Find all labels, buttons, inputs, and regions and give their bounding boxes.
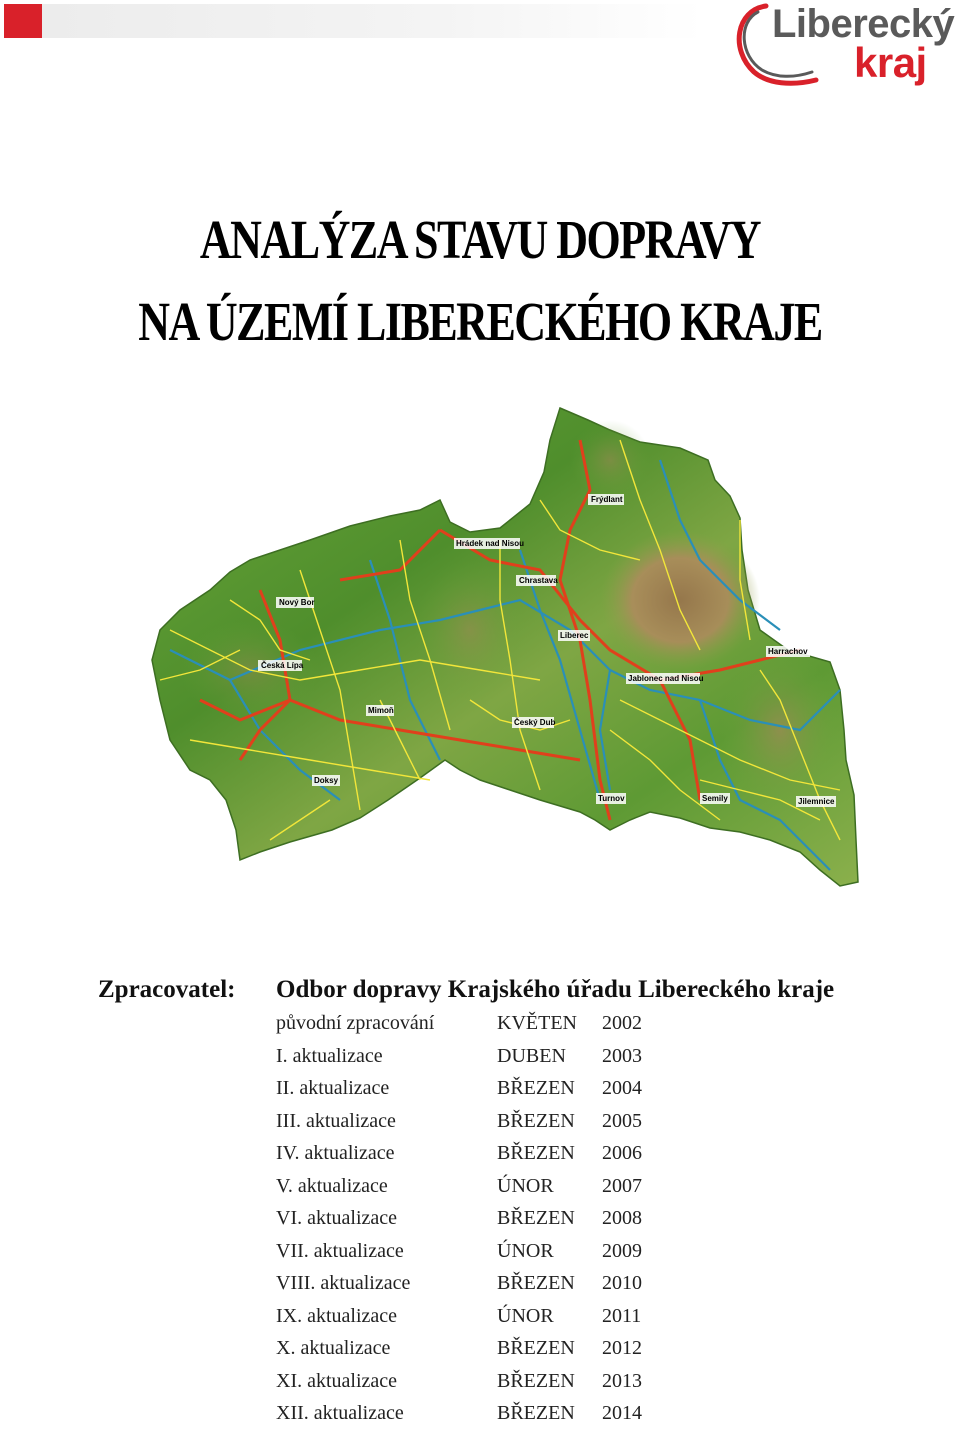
city-label-mimon: Mimoň xyxy=(368,706,394,715)
revision-edition: I. aktualizace xyxy=(276,1044,383,1067)
city-label-chrastava: Chrastava xyxy=(519,576,558,585)
revision-year: 2012 xyxy=(602,1337,642,1359)
revision-year: 2013 xyxy=(602,1369,642,1392)
liberecky-kraj-logo xyxy=(728,0,960,88)
logo-text-kraj: kraj xyxy=(854,39,927,86)
revision-year: 2010 xyxy=(602,1272,642,1294)
revision-edition: VIII. aktualizace xyxy=(276,1272,411,1294)
revision-year: 2009 xyxy=(602,1239,642,1262)
document-title-line1: ANALÝZA STAVU DOPRAVY xyxy=(199,209,761,271)
revision-month: ÚNOR xyxy=(497,1174,554,1197)
revision-month: BŘEZEN xyxy=(497,1109,575,1132)
revision-year: 2005 xyxy=(602,1109,642,1132)
revision-edition: III. aktualizace xyxy=(276,1109,396,1132)
city-label-jablonec: Jablonec nad Nisou xyxy=(628,674,704,683)
revision-edition: XI. aktualizace xyxy=(276,1369,398,1392)
city-label-semily: Semily xyxy=(702,794,728,803)
revision-edition: IX. aktualizace xyxy=(276,1304,398,1327)
revision-month: BŘEZEN xyxy=(497,1402,575,1424)
revision-edition: původní zpracování xyxy=(276,1012,435,1034)
revision-edition: IV. aktualizace xyxy=(276,1142,395,1164)
document-title-line2: NA ÚZEMÍ LIBERECKÉHO KRAJE xyxy=(138,291,822,353)
revision-edition: VI. aktualizace xyxy=(276,1207,398,1229)
revision-year: 2004 xyxy=(602,1077,642,1099)
revision-month: ÚNOR xyxy=(497,1239,554,1262)
revision-year: 2002 xyxy=(602,1012,642,1034)
revision-edition: II. aktualizace xyxy=(276,1077,390,1099)
city-label-hradek: Hrádek nad Nisou xyxy=(456,539,525,548)
revision-month: BŘEZEN xyxy=(497,1142,575,1164)
revision-month: BŘEZEN xyxy=(497,1272,575,1294)
revision-year: 2008 xyxy=(602,1207,642,1229)
revision-year: 2006 xyxy=(602,1142,642,1164)
revision-year: 2014 xyxy=(602,1402,642,1424)
revision-edition: V. aktualizace xyxy=(276,1174,388,1197)
header-gray-band xyxy=(42,4,704,38)
revision-year: 2011 xyxy=(602,1304,642,1327)
revision-year: 2003 xyxy=(602,1044,642,1067)
revision-year: 2007 xyxy=(602,1174,642,1197)
revision-month: BŘEZEN xyxy=(497,1207,575,1229)
processor-label: Zpracovatel: xyxy=(98,976,236,1003)
region-map xyxy=(140,400,860,940)
city-label-novy-bor: Nový Bor xyxy=(279,598,315,607)
revision-edition: X. aktualizace xyxy=(276,1337,391,1359)
city-label-frydlant: Frýdlant xyxy=(591,495,623,504)
city-label-liberec: Liberec xyxy=(560,631,589,640)
city-label-harrachov: Harrachov xyxy=(768,647,808,656)
revision-month: DUBEN xyxy=(497,1044,566,1067)
header-band xyxy=(4,4,704,38)
city-label-ceska-lipa: Česká Lípa xyxy=(261,661,304,670)
revision-month: BŘEZEN xyxy=(497,1369,575,1392)
revision-month: BŘEZEN xyxy=(497,1077,575,1099)
revision-month: ÚNOR xyxy=(497,1304,554,1327)
processor-organization: Odbor dopravy Krajského úřadu Libereckého kraje xyxy=(276,976,835,1003)
city-label-jilemnice: Jilemnice xyxy=(798,797,835,806)
city-label-turnov: Turnov xyxy=(598,794,625,803)
revision-month: KVĚTEN xyxy=(497,1012,577,1034)
revision-month: BŘEZEN xyxy=(497,1337,575,1359)
logo-text-liberecky: Liberecký xyxy=(772,2,955,46)
revision-edition: XII. aktualizace xyxy=(276,1402,404,1424)
city-label-cesky-dub: Český Dub xyxy=(514,718,556,727)
revision-edition: VII. aktualizace xyxy=(276,1239,404,1262)
region-map-graphic xyxy=(140,400,860,940)
header-red-square xyxy=(4,4,42,38)
city-label-doksy: Doksy xyxy=(314,776,339,785)
